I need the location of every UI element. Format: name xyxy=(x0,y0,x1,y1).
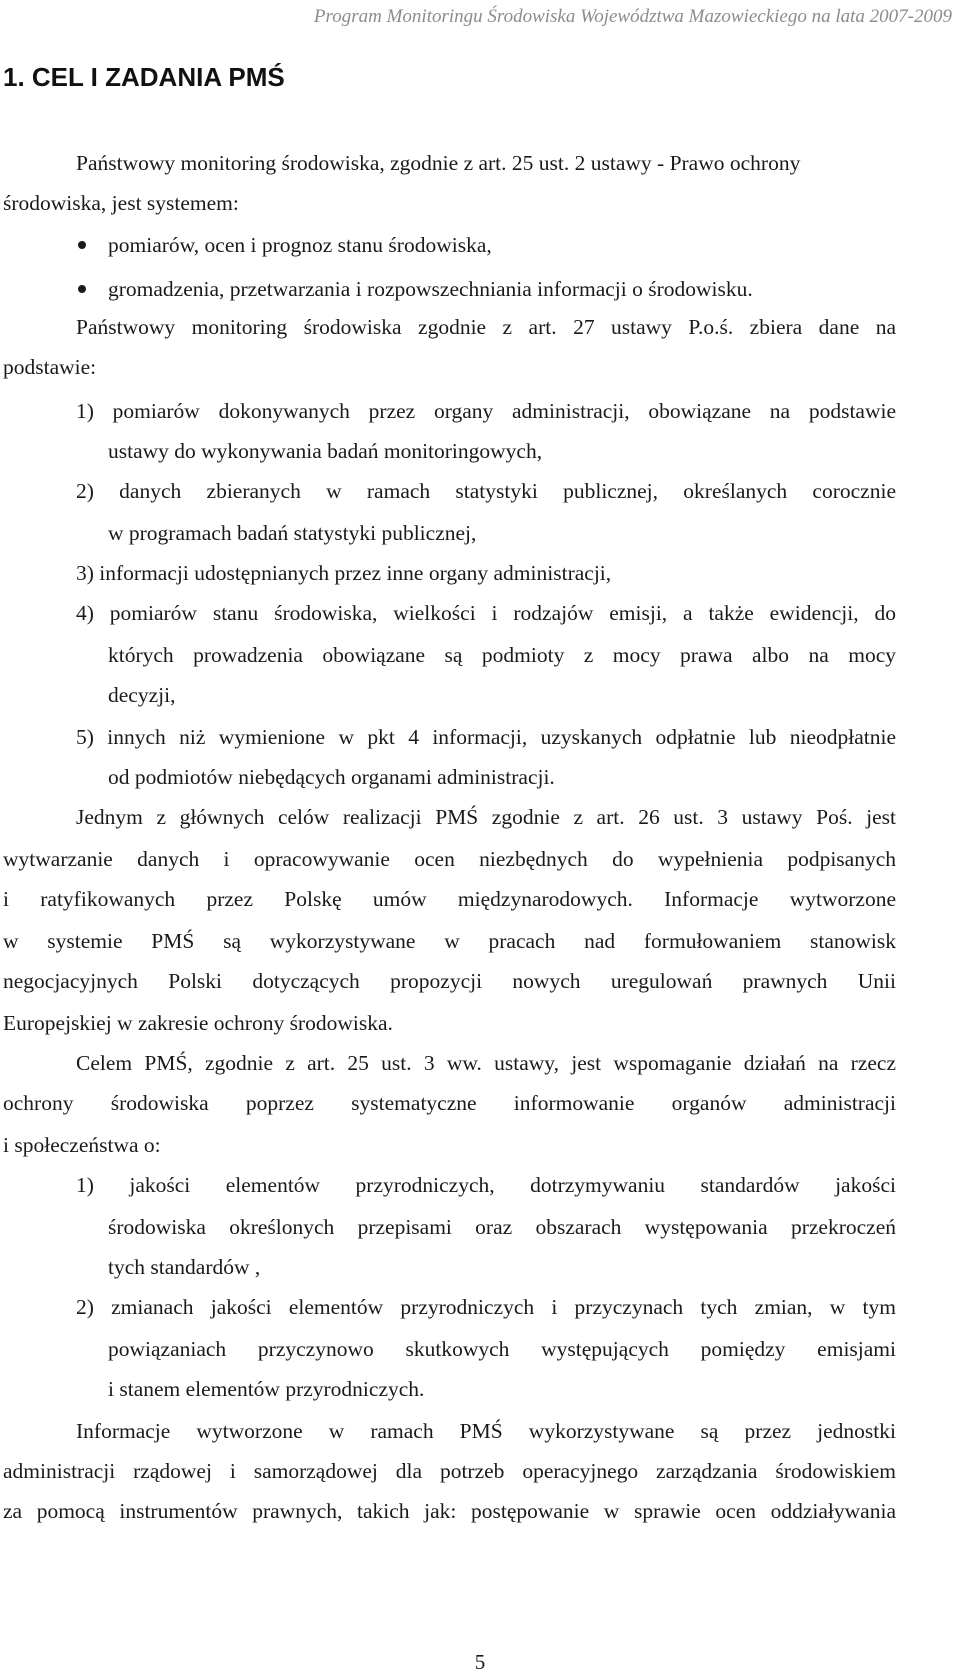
page-number: 5 xyxy=(474,1650,486,1674)
text-line: negocjacyjnych Polski dotyczących propozycji nowych uregulowań prawnych Unii xyxy=(3,969,896,993)
list-item: gromadzenia, przetwarzania i rozpowszechniania informacji o środowisku. xyxy=(108,277,753,301)
text-line: Celem PMŚ, zgodnie z art. 25 ust. 3 ww. ustawy, jest wspomaganie działań na rzecz xyxy=(76,1051,896,1075)
section-title: 1. CEL I ZADANIA PMŚ xyxy=(3,62,285,92)
text-line: i ratyfikowanych przez Polskę umów międzynarodowych. Informacje wytworzone xyxy=(3,887,896,911)
text-line: w systemie PMŚ są wykorzystywane w pracach nad formułowaniem stanowisk xyxy=(3,929,896,953)
text-line: wytwarzanie danych i opracowywanie ocen niezbędnych do wypełnienia podpisanych xyxy=(3,847,896,871)
list-item: środowiska określonych przepisami oraz obszarach występowania przekroczeń xyxy=(108,1215,896,1239)
text-line: administracji rządowej i samorządowej dla potrzeb operacyjnego zarządzania środowiskiem xyxy=(3,1459,896,1483)
text-line: środowiska, jest systemem: xyxy=(3,191,239,215)
text-line: Państwowy monitoring środowiska, zgodnie z art. 25 ust. 2 ustawy - Prawo ochrony xyxy=(76,151,801,175)
text-line: ochrony środowiska poprzez systematyczne informowanie organów administracji xyxy=(3,1091,896,1115)
list-item: 2) zmianach jakości elementów przyrodniczych i przyczynach tych zmian, w tym xyxy=(76,1295,896,1319)
bullet-icon xyxy=(78,241,86,249)
list-item: decyzji, xyxy=(108,683,176,707)
text-line: i społeczeństwa o: xyxy=(3,1133,161,1157)
list-item: i stanem elementów przyrodniczych. xyxy=(108,1377,425,1401)
list-item: w programach badań statystyki publicznej, xyxy=(108,521,477,545)
list-item: 1) jakości elementów przyrodniczych, dotrzymywaniu standardów jakości xyxy=(76,1173,896,1197)
list-item: których prowadzenia obowiązane są podmioty z mocy prawa albo na mocy xyxy=(108,643,896,667)
list-item: 4) pomiarów stanu środowiska, wielkości i rodzajów emisji, a także ewidencji, do xyxy=(76,601,896,625)
list-item: 2) danych zbieranych w ramach statystyki publicznej, określanych corocznie xyxy=(76,479,896,503)
bullet-icon xyxy=(78,285,86,293)
list-item: ustawy do wykonywania badań monitoringowych, xyxy=(108,439,543,463)
list-item: 3) informacji udostępnianych przez inne organy administracji, xyxy=(76,561,612,585)
text-line: Informacje wytworzone w ramach PMŚ wykorzystywane są przez jednostki xyxy=(76,1419,896,1443)
text-line: Państwowy monitoring środowiska zgodnie z art. 27 ustawy P.o.ś. zbiera dane na xyxy=(76,315,896,339)
list-item: powiązaniach przyczynowo skutkowych występujących pomiędzy emisjami xyxy=(108,1337,896,1361)
list-item: tych standardów , xyxy=(108,1255,261,1279)
text-line: Jednym z głównych celów realizacji PMŚ zgodnie z art. 26 ust. 3 ustawy Poś. jest xyxy=(76,805,896,829)
list-item: 5) innych niż wymienione w pkt 4 informacji, uzyskanych odpłatnie lub nieodpłatnie xyxy=(76,725,896,749)
running-header: Program Monitoringu Środowiska Województwa Mazowieckiego na lata 2007-2009 xyxy=(313,6,952,27)
text-line: za pomocą instrumentów prawnych, takich jak: postępowanie w sprawie ocen oddziaływania xyxy=(3,1499,896,1523)
list-item: od podmiotów niebędących organami administracji. xyxy=(108,765,555,789)
text-line: podstawie: xyxy=(3,355,97,379)
list-item: pomiarów, ocen i prognoz stanu środowiska, xyxy=(108,233,492,257)
list-item: 1) pomiarów dokonywanych przez organy administracji, obowiązane na podstawie xyxy=(76,399,896,423)
text-line: Europejskiej w zakresie ochrony środowiska. xyxy=(3,1011,393,1035)
